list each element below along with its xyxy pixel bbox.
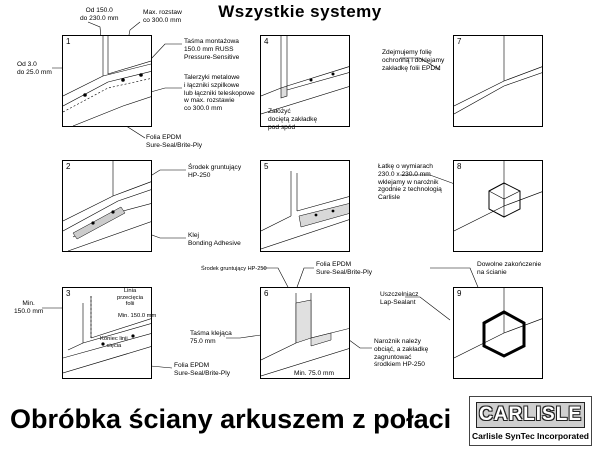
label-srodek-small: Środek gruntujący HP-250 — [201, 266, 267, 272]
label-zalozyc: Założyć dociętą zakładkę pod spód — [268, 108, 318, 131]
panel-number: 2 — [66, 162, 71, 171]
panel-1 — [62, 35, 152, 127]
label-koniec-linii: Koniec linii cięcia — [100, 336, 128, 349]
panel-7 — [453, 35, 543, 127]
page-title: Wszystkie systemy — [218, 2, 382, 21]
panel-9-drawing — [454, 288, 543, 379]
label-folia-epdm-3: Folia EPDM Sure-Seal/Brite-Ply — [174, 362, 231, 377]
label-linia-przeciecia: Linia przecięcia folii — [117, 288, 144, 308]
label-uszczelniacz: Uszczelniacz Lap-Sealant — [380, 291, 419, 306]
footer-title: Obróbka ściany arkuszem z połaci — [10, 404, 452, 434]
label-folia-epdm-1: Folia EPDM Sure-Seal/Brite-Ply — [146, 134, 203, 149]
panel-5-drawing — [261, 161, 350, 252]
panel-number: 3 — [66, 289, 71, 298]
panel-number: 4 — [264, 37, 269, 46]
label-dowolne: Dowolne zakończenie na ścianie — [477, 261, 542, 276]
label-folia-epdm-6: Folia EPDM Sure-Seal/Brite-Ply — [316, 261, 373, 276]
label-tasma-klejaca: Taśma klejąca 75.0 mm — [190, 330, 232, 345]
panel-2-drawing — [63, 161, 152, 252]
panel-5 — [260, 160, 350, 252]
panel-2 — [62, 160, 152, 252]
panel-number: 5 — [264, 162, 269, 171]
label-max-rozstaw: Max. rozstaw co 300.0 mm — [143, 9, 182, 24]
panel-8 — [453, 160, 543, 252]
label-od-150-230: Od 150.0 do 230.0 mm — [80, 7, 119, 22]
panel-8-drawing — [454, 161, 543, 252]
label-talerzyki: Talerzyki metalowe i łączniki szpilkowe lub łączniki teleskopowe w max. rozstawie co 300.0 mm — [184, 74, 255, 113]
label-min-150-3: Min. 150.0 mm — [14, 300, 44, 315]
panel-number: 6 — [264, 289, 269, 298]
label-srodek-gruntujacy: Środek gruntujący HP-250 — [188, 164, 242, 179]
label-od-3-25: Od 3.0 do 25.0 mm — [17, 61, 52, 76]
label-min-75: Min. 75.0 mm — [294, 370, 334, 377]
label-naroznik: Narożnik należy obciąć, a zakładkę zagruntować środkiem HP-250 — [374, 338, 429, 369]
logo-subtitle: Carlisle SynTec Incorporated — [472, 431, 589, 441]
panel-6 — [260, 287, 350, 379]
logo-wordmark: CARLISLE — [476, 402, 585, 428]
panel-6-drawing — [261, 288, 350, 379]
label-klej: Klej Bonding Adhesive — [188, 232, 241, 247]
label-zdejmujemy: Zdejmujemy folię ochronną i doklejamy zakładkę folii EPDM — [382, 49, 445, 72]
label-tasma-montazowa: Taśma montażowa 150.0 mm RUSS Pressure-Sensitive — [184, 38, 240, 61]
label-min-150-small: Min. 150.0 mm — [118, 313, 157, 319]
panel-number: 1 — [66, 37, 71, 46]
panel-number: 8 — [457, 162, 462, 171]
panel-7-drawing — [454, 36, 543, 127]
panel-9 — [453, 287, 543, 379]
panel-1-drawing — [63, 36, 152, 127]
panel-number: 9 — [457, 289, 462, 298]
panel-number: 7 — [457, 37, 462, 46]
carlisle-logo — [469, 396, 592, 446]
label-latke: Łatkę o wymiarach 230.0 x 230.0 mm wklejamy w narożnik zgodnie z technologią Carlisle — [378, 163, 442, 202]
